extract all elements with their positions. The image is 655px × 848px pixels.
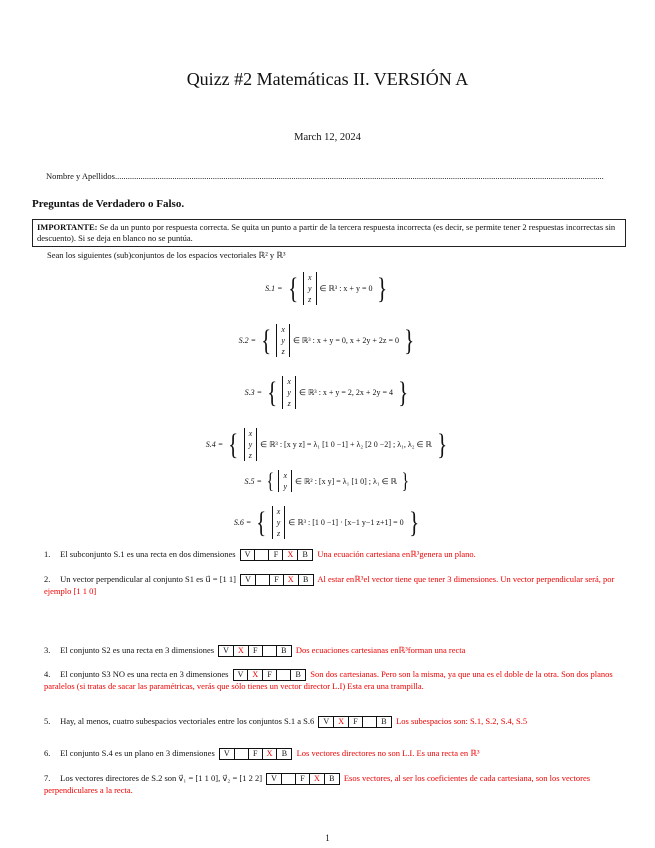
set-vector: x y z (282, 376, 296, 409)
question-text: El conjunto S2 es una recta en 3 dimensiones (60, 645, 215, 655)
answer-comment: Son dos cartesianas. Pero son la misma, ya que una es el doble de la otra. Son dos planos paralelos (si tratas de sacar las paramétricas, verás que sólo tienes un vector director L.I) Esta era una trampilla. (44, 669, 613, 692)
sets-intro: Sean los siguientes (sub)conjuntos de los espacios vectoriales ℝ² y ℝ³ (47, 250, 286, 260)
question-number: 5. (44, 716, 51, 726)
question-text: Hay, al menos, cuatro subespacios vectoriales entre los conjuntos S.1 a S.6 (60, 716, 315, 726)
set-s2: S.2 = { x y z ∈ ℝ³ : x + y = 0, x + 2y + 2z = 0 } (238, 323, 415, 357)
set-name: S.3 = (244, 388, 263, 397)
set-condition: ∈ ℝ³ : x + y = 0, x + 2y + 2z = 0 (292, 336, 399, 345)
set-name: S.1 = (265, 284, 283, 293)
set-condition: ∈ ℝ³ : [x y z] = λ₁ [1 0 −1] + λ₂ [2 0 −2] ; λ₁, λ₂ ∈ ℝ (260, 440, 432, 449)
answer-box[interactable]: V X F B (218, 645, 292, 657)
question-2 (44, 574, 628, 597)
set-name: S.4 = (205, 440, 224, 449)
set-name: S.5 = (244, 476, 262, 486)
set-condition: ∈ ℝ³ : x + y = 2, 2x + 2y = 4 (298, 388, 393, 397)
set-name: S.6 = (233, 518, 252, 527)
set-condition: ∈ ℝ³ : [1 0 −1] · [x−1 y−1 z+1] = 0 (288, 518, 404, 527)
question-number: 6. (44, 748, 51, 758)
set-name: S.2 = (238, 336, 256, 345)
set-s4: S.4 = { x y z ∈ ℝ³ : [x y z] = λ₁ [1 0 −1] + λ₂ [2 0 −2] ; λ₁, λ₂ ∈ ℝ } (205, 427, 448, 461)
answer-comment: Esos vectores, al ser los coeficientes de cada cartesiana, son los vectores perpendiculares a la recta. (44, 773, 591, 796)
question-3 (44, 645, 628, 657)
set-vector: x y z (303, 272, 317, 305)
quiz-date: March 12, 2024 (294, 132, 361, 143)
set-s1: S.1 = { x y z ∈ ℝ³ : x + y = 0 } (265, 271, 388, 305)
set-s6: S.6 = { x y z ∈ ℝ³ : [1 0 −1] · [x−1 y−1 z+1] = 0 } (233, 505, 419, 539)
question-text: Un vector perpendicular al conjunto S1 es u⃗ = [1 1] (60, 574, 237, 584)
answer-comment: Una ecuación cartesiana enℝ³genera un plano. (317, 549, 476, 559)
important-box (32, 219, 626, 247)
question-text: El conjunto S3 NO es una recta en 3 dimensiones (60, 669, 229, 679)
set-s3: S.3 = { x y z ∈ ℝ³ : x + y = 2, 2x + 2y = 4 } (244, 375, 409, 409)
answer-comment: Los vectores directores no son L.I. Es una recta en ℝ³ (296, 748, 480, 758)
question-number: 7. (44, 773, 51, 783)
important-text: Se da un punto por respuesta correcta. Se quita un punto a partir de la tercera respuesta incorrecta (es decir, se permite tener 2 respuestas incorrectas sin descuento). Si se deja en blanco no se puntúa. (37, 222, 616, 243)
question-7 (44, 773, 628, 796)
set-vector: x y z (244, 428, 258, 461)
question-1 (44, 549, 628, 561)
set-vector: x y (278, 470, 292, 492)
page-title: Quizz #2 Matemáticas II. VERSIÓN A (186, 69, 469, 89)
question-number: 3. (44, 645, 51, 655)
section-title: Preguntas de Verdadero o Falso. (32, 198, 185, 210)
question-text: El conjunto S.4 es un plano en 3 dimensiones (60, 748, 215, 758)
answer-comment: Los subespacios son: S.1, S.2, S.4, S.5 (396, 716, 528, 726)
question-5 (44, 716, 628, 728)
answer-box[interactable]: V F X B (240, 549, 314, 561)
question-6 (44, 748, 628, 760)
set-condition: ∈ ℝ³ : x + y = 0 (319, 284, 373, 293)
question-text: Los vectores directores de S.2 son v⃗₁ = [1 1 0], v⃗₂ = [1 2 2] (60, 773, 263, 783)
answer-box[interactable]: V X F B (318, 716, 392, 728)
question-number: 1. (44, 549, 51, 559)
set-condition: ∈ ℝ² : [x y] = λ₁ [1 0] ; λ₁ ∈ ℝ (295, 476, 397, 486)
answer-box[interactable]: V F X B (240, 574, 314, 586)
set-vector: x y z (272, 506, 286, 539)
question-text: El subconjunto S.1 es una recta en dos dimensiones (60, 549, 236, 559)
answer-box[interactable]: V X F B (233, 669, 307, 681)
set-s5: S.5 = { x y ∈ ℝ² : [x y] = λ₁ [1 0] ; λ₁ ∈ ℝ } (244, 468, 409, 493)
question-4 (44, 669, 628, 692)
answer-comment: Al estar enℝ³el vector tiene que tener 3 dimensiones. Un vector perpendicular será, por ejemplo [1 1 0] (44, 574, 615, 597)
set-vector: x y z (276, 324, 290, 357)
answer-box[interactable]: V F X B (219, 748, 293, 760)
question-number: 4. (44, 669, 51, 679)
question-number: 2. (44, 574, 51, 584)
answer-comment: Dos ecuaciones cartesianas enℝ³forman una recta (295, 645, 466, 655)
name-line: Nombre y Apellidos...................................................................................................................................................................................................................................... (46, 171, 604, 181)
page-number: 1 (325, 833, 330, 843)
important-label: IMPORTANTE: (37, 222, 98, 232)
answer-box[interactable]: V F X B (266, 773, 340, 785)
